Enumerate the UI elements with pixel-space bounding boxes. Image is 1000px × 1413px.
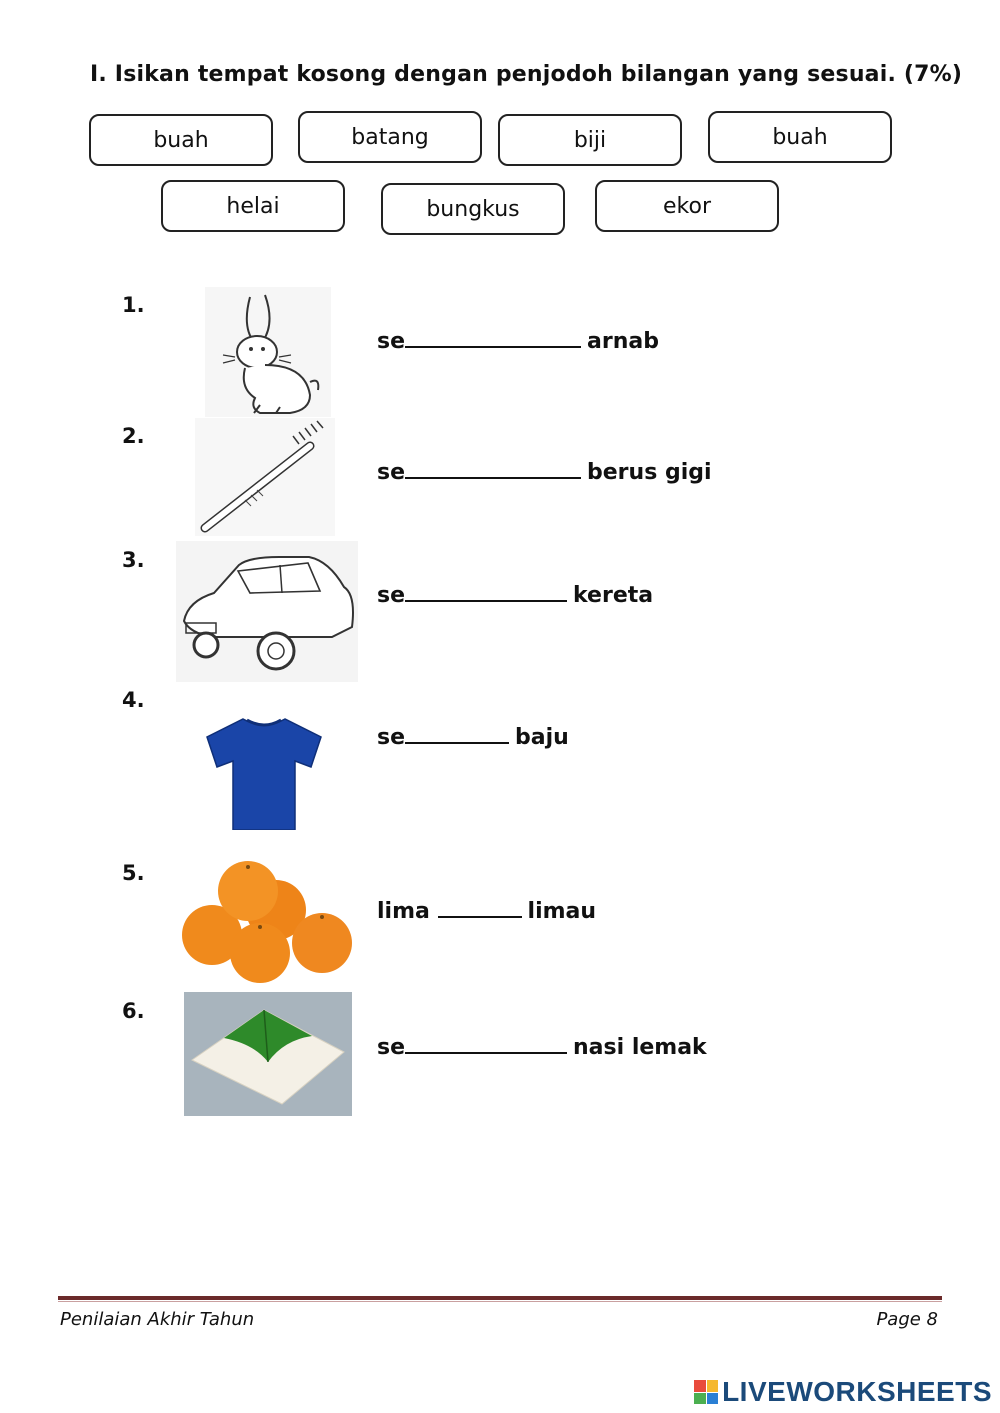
question-prefix: se <box>377 583 406 608</box>
question-noun: berus gigi <box>587 460 712 485</box>
word-chip-helai[interactable]: helai <box>161 180 345 232</box>
liveworksheets-brand <box>694 1376 992 1408</box>
question-number: 3. <box>122 548 145 572</box>
question-noun: limau <box>527 899 597 924</box>
answer-blank-3[interactable] <box>405 578 567 602</box>
question-4-sentence <box>377 720 569 750</box>
question-1-sentence <box>377 324 659 354</box>
question-noun: kereta <box>573 583 654 608</box>
question-6-sentence <box>377 1030 707 1060</box>
question-number: 4. <box>122 688 145 712</box>
word-chip-biji[interactable]: biji <box>498 114 682 166</box>
question-prefix: lima <box>377 899 430 924</box>
rabbit-image <box>205 287 331 417</box>
instruction-title: I. Isikan tempat kosong dengan penjodoh bilangan yang sesuai. (7%) <box>90 62 963 87</box>
tshirt-image <box>205 717 323 830</box>
page-number: Page 8 <box>876 1309 938 1330</box>
toothbrush-image <box>195 418 335 536</box>
answer-blank-1[interactable] <box>405 324 581 348</box>
answer-blank-5[interactable] <box>438 894 522 918</box>
footer-divider <box>58 1296 942 1300</box>
question-prefix: se <box>377 329 406 354</box>
question-3-sentence <box>377 578 653 608</box>
footer-divider-thin <box>58 1301 942 1302</box>
word-chip-buah-2[interactable]: buah <box>708 111 892 163</box>
answer-blank-6[interactable] <box>405 1030 567 1054</box>
question-2-sentence <box>377 455 712 485</box>
word-chip-bungkus[interactable]: bungkus <box>381 183 565 235</box>
question-prefix: se <box>377 460 406 485</box>
question-noun: nasi lemak <box>573 1035 707 1060</box>
question-number: 2. <box>122 424 145 448</box>
question-number: 5. <box>122 861 145 885</box>
nasi-lemak-image <box>184 992 352 1116</box>
liveworksheets-logo-icon <box>694 1380 718 1404</box>
brand-text: LIVEWORKSHEETS <box>722 1376 992 1407</box>
word-chip-batang[interactable]: batang <box>298 111 482 163</box>
answer-blank-2[interactable] <box>405 455 581 479</box>
word-chip-buah[interactable]: buah <box>89 114 273 166</box>
question-noun: arnab <box>587 329 659 354</box>
footer-title: Penilaian Akhir Tahun <box>60 1309 255 1330</box>
question-prefix: se <box>377 1035 406 1060</box>
question-prefix: se <box>377 725 406 750</box>
question-noun: baju <box>515 725 569 750</box>
question-number: 6. <box>122 999 145 1023</box>
car-image <box>176 541 358 682</box>
question-5-sentence <box>377 894 596 924</box>
answer-blank-4[interactable] <box>405 720 509 744</box>
question-number: 1. <box>122 293 145 317</box>
word-chip-ekor[interactable]: ekor <box>595 180 779 232</box>
oranges-image <box>176 855 358 985</box>
